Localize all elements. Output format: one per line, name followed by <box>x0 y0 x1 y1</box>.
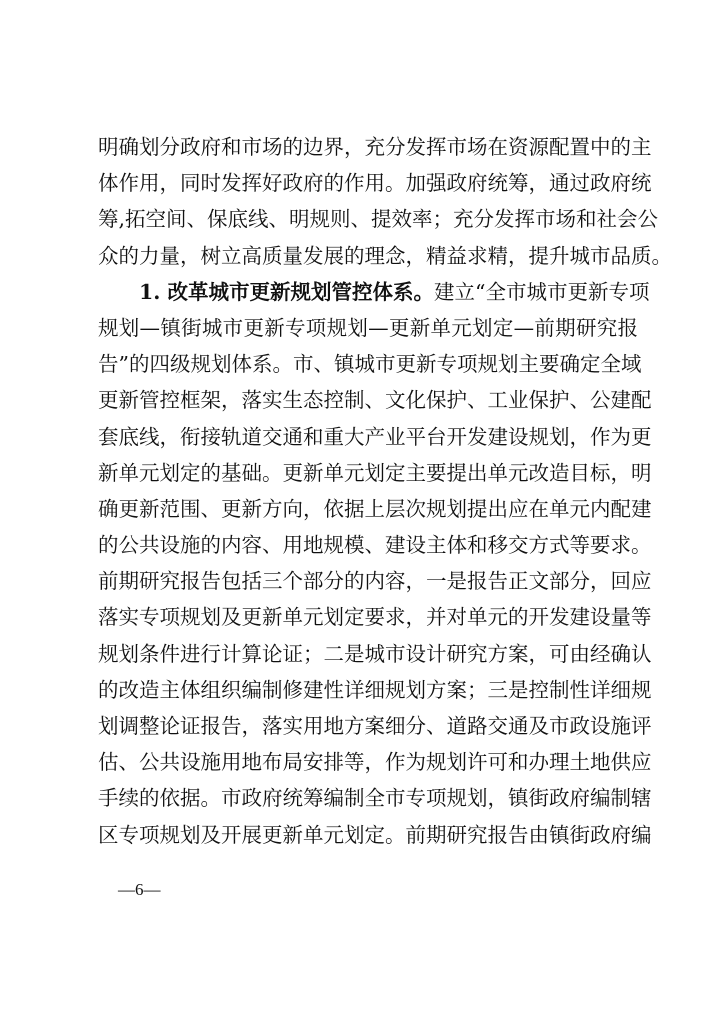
text-line: 新单元划定的基础。更新单元划定主要提出单元改造目标，明 <box>98 460 652 485</box>
text-segment: 建立“全市城市更新专项 <box>434 279 650 304</box>
page-number: —6— <box>118 880 161 899</box>
text-line: 手续的依据。市政府统筹编制全市专项规划，镇街政府编制辖 <box>98 786 652 811</box>
text-line: 筹,拓空间、保底线、明规则、提效率；充分发挥市场和社会公 <box>98 207 659 232</box>
text-line: 规划—镇街城市更新专项规划—更新单元划定—前期研究报 <box>98 315 638 340</box>
document-body <box>98 129 672 853</box>
text-line: 的公共设施的内容、用地规模、建设主体和移交方式等要求。 <box>98 533 652 558</box>
text-line: 体作用，同时发挥好政府的作用。加强政府统筹，通过政府统 <box>98 171 652 196</box>
text-line: 套底线，衔接轨道交通和重大产业平台开发建设规划，作为更 <box>98 424 652 449</box>
text-line: 明确划分政府和市场的边界，充分发挥市场在资源配置中的主 <box>98 135 652 159</box>
text-line: 的改造主体组织编制修建性详细规划方案；三是控制性详细规 <box>98 677 652 702</box>
text-line: 众的力量，树立高质量发展的理念，精益求精，提升城市品质。 <box>98 243 672 268</box>
text-line: 规划条件进行计算论证；二是城市设计研究方案，可由经确认 <box>98 641 652 666</box>
section-heading: 1. 改革城市更新规划管控体系。 <box>139 279 435 304</box>
text-line: 估、公共设施用地布局安排等，作为规划许可和办理土地供应 <box>98 750 652 775</box>
text-line: 告”的四级规划体系。市、镇城市更新专项规划主要确定全域 <box>98 352 642 377</box>
text-line: 区专项规划及开展更新单元划定。前期研究报告由镇街政府编 <box>98 822 652 847</box>
section-heading-line <box>98 274 650 310</box>
text-line: 前期研究报告包括三个部分的内容，一是报告正文部分，回应 <box>98 569 652 594</box>
text-line: 落实专项规划及更新单元划定要求，并对单元的开发建设量等 <box>98 605 652 630</box>
text-line: 划调整论证报告，落实用地方案细分、道路交通及市政设施评 <box>98 714 652 738</box>
text-line: 确更新范围、更新方向，依据上层次规划提出应在单元内配建 <box>98 496 652 521</box>
text-line: 更新管控框架，落实生态控制、文化保护、工业保护、公建配 <box>98 388 652 413</box>
